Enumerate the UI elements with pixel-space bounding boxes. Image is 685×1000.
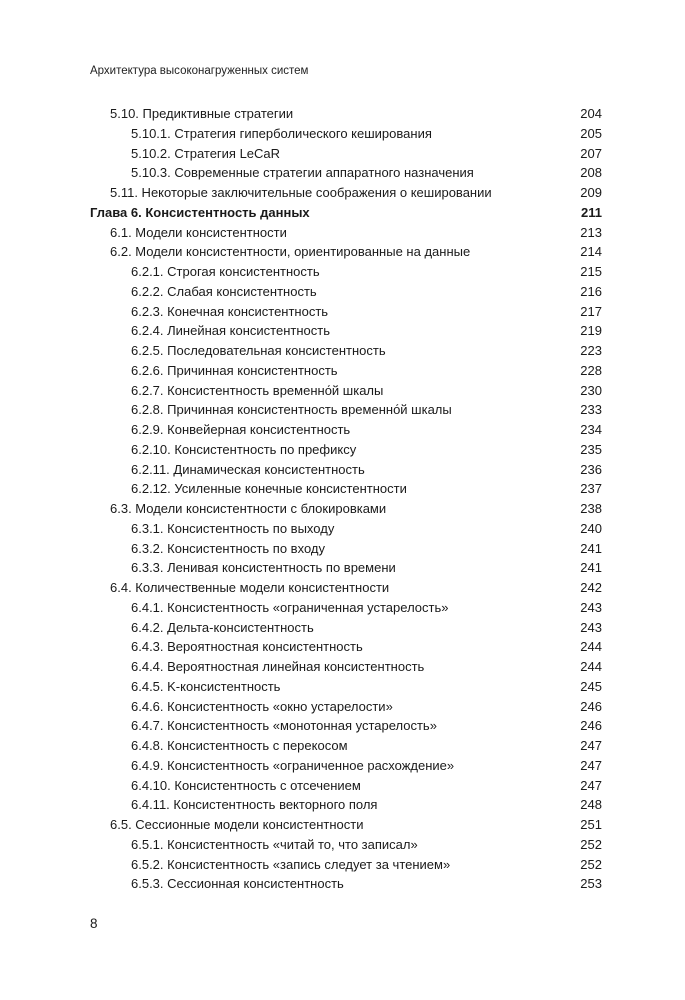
toc-entry-title: 6.5.3. Сессионная консистентность	[131, 876, 344, 892]
toc-entry-page: 233	[580, 402, 602, 418]
toc-entry-title: 6.4.8. Консистентность с перекосом	[131, 738, 348, 753]
toc-entry-page: 235	[580, 441, 602, 457]
toc-entry-page: 246	[580, 718, 602, 734]
toc-entry-title: 6.2.9. Конвейерная консистентность	[131, 422, 351, 437]
toc-entry[interactable]	[90, 736, 602, 756]
toc-entry[interactable]	[90, 776, 602, 796]
toc-entry[interactable]	[90, 400, 602, 420]
toc-entry-title: 6.4.3. Вероятностная консистентность	[131, 639, 363, 655]
toc-entry[interactable]	[90, 519, 602, 539]
toc-entry[interactable]	[90, 874, 602, 894]
toc-entry-title: 6.2.7. Консистентность временно́й шкалы	[131, 382, 384, 398]
toc-entry-page: 251	[580, 817, 602, 832]
toc-entry-page: 204	[580, 106, 602, 121]
running-header: Архитектура высоконагруженных систем	[90, 65, 309, 77]
toc-entry[interactable]	[90, 302, 602, 322]
toc-entry-title: 6.4.6. Консистентность «окно устарелости»	[131, 698, 393, 714]
toc-entry-title: 6.4.5. K-консистентность	[131, 678, 281, 694]
toc-entry-title: 6.2.6. Причинная консистентность	[131, 362, 338, 378]
table-of-contents	[90, 104, 602, 894]
toc-entry-page: 241	[580, 540, 602, 556]
toc-entry-title: 6.2.12. Усиленные конечные консистентности	[131, 481, 407, 497]
toc-entry[interactable]	[90, 598, 602, 618]
toc-entry[interactable]	[90, 855, 602, 875]
toc-entry[interactable]	[90, 716, 602, 736]
toc-entry-title: 6.4. Количественные модели консистентности	[110, 580, 390, 595]
toc-entry-page: 213	[580, 224, 602, 240]
toc-entry-title: 6.2.11. Динамическая консистентность	[131, 461, 365, 477]
toc-entry-page: 247	[580, 757, 602, 773]
toc-entry-page: 238	[580, 501, 602, 516]
toc-entry-page: 245	[580, 678, 602, 694]
toc-entry[interactable]	[90, 361, 602, 381]
toc-entry[interactable]	[90, 479, 602, 499]
toc-entry-page: 248	[580, 797, 602, 813]
toc-entry[interactable]	[90, 341, 602, 361]
toc-entry-page: 247	[580, 738, 602, 753]
toc-entry-title: 5.10. Предиктивные стратегии	[110, 106, 294, 121]
toc-entry-page: 209	[580, 185, 602, 200]
toc-entry-title: 6.3.1. Консистентность по выходу	[131, 520, 335, 536]
toc-entry-page: 223	[580, 343, 602, 358]
toc-entry-title: 6.2.5. Последовательная консистентность	[131, 343, 386, 358]
toc-entry[interactable]	[90, 282, 602, 302]
toc-entry-title: 6.4.4. Вероятностная линейная консистентность	[131, 659, 425, 674]
toc-entry-title: 6.2.10. Консистентность по префиксу	[131, 441, 357, 457]
toc-entry-title: 6.2.8. Причинная консистентность временно́й шкалы	[131, 402, 452, 418]
toc-entry-title: 6.2.1. Строгая консистентность	[131, 264, 320, 279]
toc-entry[interactable]	[90, 223, 602, 243]
toc-entry[interactable]	[90, 163, 602, 183]
page-number: 8	[90, 916, 98, 931]
toc-entry-page: 243	[580, 599, 602, 615]
toc-entry-page: 228	[580, 362, 602, 378]
toc-entry[interactable]	[90, 144, 602, 164]
toc-entry-title: 6.5.2. Консистентность «запись следует за чтением»	[131, 856, 451, 872]
toc-entry-title: 6.4.2. Дельта-консистентность	[131, 619, 314, 635]
toc-entry[interactable]	[90, 420, 602, 440]
toc-entry-title: 6.4.11. Консистентность векторного поля	[131, 797, 378, 813]
toc-entry-page: 205	[580, 125, 602, 141]
toc-entry-title: 6.2.3. Конечная консистентность	[131, 303, 329, 319]
toc-entry-page: 216	[580, 283, 602, 299]
toc-entry-title: 6.4.1. Консистентность «ограниченная устарелость»	[131, 599, 449, 615]
toc-entry-page: 240	[580, 520, 602, 536]
toc-entry-page: 211	[581, 204, 602, 220]
toc-entry-title: 6.2.2. Слабая консистентность	[131, 283, 317, 299]
toc-entry[interactable]	[90, 124, 602, 144]
toc-chapter-entry[interactable]	[90, 203, 602, 223]
toc-entry-title: 6.1. Модели консистентности	[110, 224, 287, 240]
toc-entry-page: 246	[580, 698, 602, 714]
toc-entry[interactable]	[90, 321, 602, 341]
toc-entry-title: 6.4.10. Консистентность с отсечением	[131, 777, 361, 793]
toc-entry-page: 207	[580, 145, 602, 161]
toc-entry[interactable]	[90, 558, 602, 578]
toc-entry-page: 214	[580, 244, 602, 260]
toc-entry-title: Глава 6. Консистентность данных	[90, 204, 310, 220]
toc-entry[interactable]	[90, 756, 602, 776]
toc-entry-title: 6.4.9. Консистентность «ограниченное расхождение»	[131, 757, 455, 773]
toc-entry-page: 244	[580, 639, 602, 655]
toc-entry[interactable]	[90, 242, 602, 262]
toc-entry-title: 5.10.1. Стратегия гиперболического кеширования	[131, 125, 432, 141]
toc-entry-title: 5.10.3. Современные стратегии аппаратного назначения	[131, 165, 474, 181]
toc-entry-page: 242	[580, 580, 602, 595]
toc-entry-page: 208	[580, 165, 602, 181]
toc-entry[interactable]	[90, 637, 602, 657]
toc-entry-page: 237	[580, 481, 602, 497]
toc-entry-title: 6.2.4. Линейная консистентность	[131, 323, 330, 339]
toc-entry-page: 244	[580, 659, 602, 674]
toc-entry[interactable]	[90, 440, 602, 460]
toc-entry-title: 6.3.2. Консистентность по входу	[131, 540, 325, 556]
toc-entry-page: 247	[580, 777, 602, 793]
toc-entry-page: 243	[580, 619, 602, 635]
toc-entry-page: 236	[580, 461, 602, 477]
toc-entry-title: 6.4.7. Консистентность «монотонная устарелость»	[131, 718, 437, 734]
toc-entry-title: 5.10.2. Стратегия LeCaR	[131, 145, 281, 161]
toc-entry-page: 234	[580, 422, 602, 437]
toc-entry[interactable]	[90, 657, 602, 677]
toc-entry[interactable]	[90, 578, 602, 598]
toc-entry-page: 241	[580, 560, 602, 576]
toc-entry[interactable]	[90, 697, 602, 717]
toc-entry-title: 6.3. Модели консистентности с блокировками	[110, 501, 387, 516]
toc-entry[interactable]	[90, 499, 602, 519]
toc-entry-page: 253	[580, 876, 602, 892]
toc-entry-title: 6.3.3. Ленивая консистентность по времени	[131, 560, 396, 576]
toc-entry-title: 5.11. Некоторые заключительные соображения о кешировании	[110, 185, 492, 200]
toc-entry[interactable]	[90, 835, 602, 855]
toc-entry[interactable]	[90, 460, 602, 480]
toc-entry[interactable]	[90, 677, 602, 697]
toc-entry-page: 217	[580, 303, 602, 319]
toc-entry-title: 6.2. Модели консистентности, ориентированные на данные	[110, 244, 471, 260]
toc-entry-title: 6.5. Сессионные модели консистентности	[110, 817, 364, 832]
toc-entry[interactable]	[90, 104, 602, 124]
toc-entry[interactable]	[90, 183, 602, 203]
toc-entry-page: 252	[580, 856, 602, 872]
toc-entry-page: 252	[580, 836, 602, 852]
toc-entry[interactable]	[90, 539, 602, 559]
toc-entry[interactable]	[90, 618, 602, 638]
toc-entry[interactable]	[90, 795, 602, 815]
toc-entry-page: 230	[580, 382, 602, 398]
toc-entry-title: 6.5.1. Консистентность «читай то, что записал»	[131, 836, 418, 852]
toc-entry[interactable]	[90, 815, 602, 835]
toc-entry-page: 219	[580, 323, 602, 339]
toc-entry[interactable]	[90, 381, 602, 401]
toc-entry-page: 215	[580, 264, 602, 279]
toc-entry[interactable]	[90, 262, 602, 282]
